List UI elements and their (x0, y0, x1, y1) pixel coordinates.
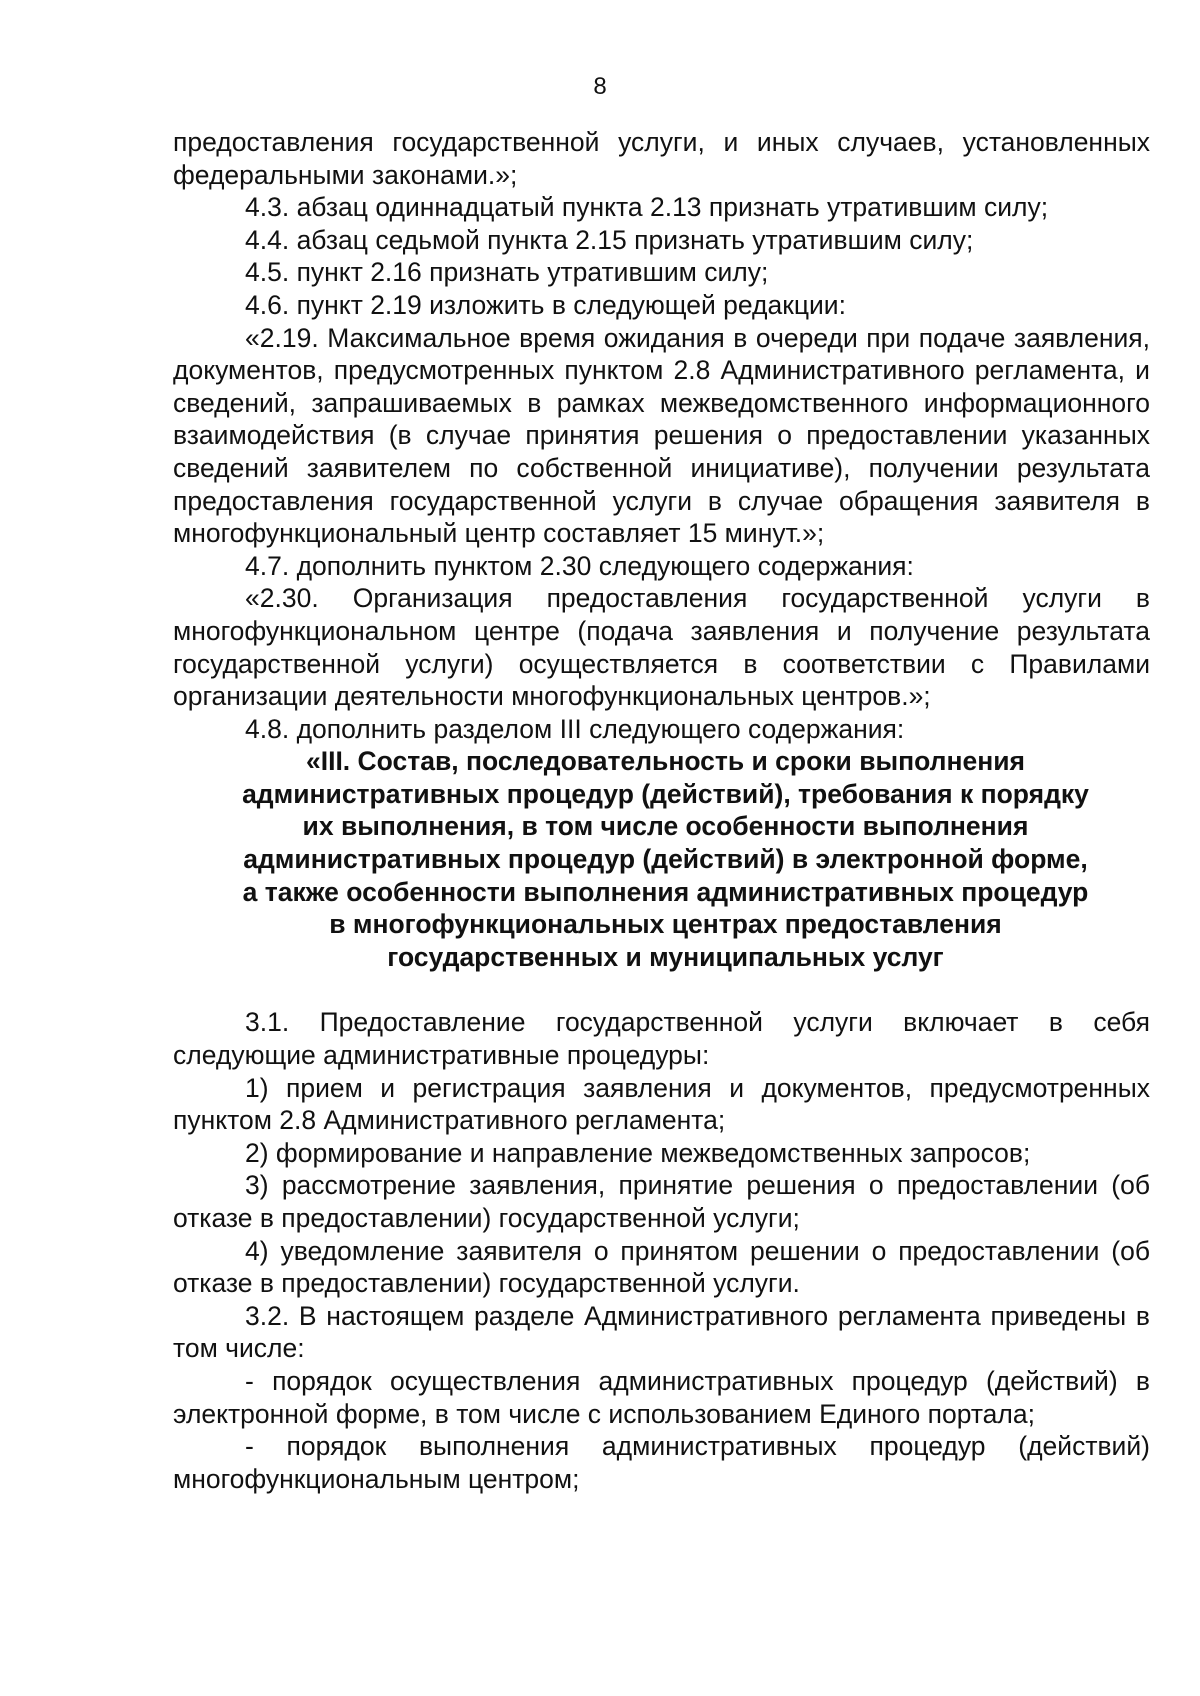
paragraphs-before-heading (173, 126, 1150, 745)
paragraph: 4.4. абзац седьмой пункта 2.15 признать утратившим силу; (245, 224, 974, 255)
section-heading-line: в многофункциональных центрах предоставления (329, 909, 1002, 940)
section-heading-line: а также особенности выполнения административных процедур (242, 876, 1089, 907)
paragraph: 1) прием и регистрация заявления и документов, предусмотренных пунктом 2.8 Административного регламента; (173, 1072, 1150, 1136)
paragraph: «2.19. Максимальное время ожидания в очереди при подаче заявления, документов, предусмотренных пунктом 2.8 Административного регламента, и сведений, запрашиваемых в рамках межведомственного информационного взаимодействия (в случае принятия решения о предоставлении указанных сведений заявителем по собственной инициативе), получении результата предоставления государственной услуги в случае обращения заявителя в многофункциональный центр составляет 15 минут.»; (173, 322, 1150, 549)
paragraph: 3) рассмотрение заявления, принятие решения о предоставлении (об отказе в предоставлении) государственной услуги; (173, 1170, 1150, 1233)
page-number: 8 (593, 73, 607, 100)
paragraph: 4.3. абзац одиннадцатый пункта 2.13 признать утратившим силу; (245, 192, 1049, 223)
section-heading-line: «III. Состав, последовательность и сроки выполнения (305, 746, 1026, 777)
paragraph: предоставления государственной услуги, и иных случаев, установленных федеральными законами.»; (173, 127, 1150, 190)
paragraph: 3.2. В настоящем разделе Административного регламента приведены в том числе: (173, 1300, 1150, 1364)
paragraph: 4.5. пункт 2.16 признать утратившим силу; (245, 257, 769, 288)
paragraphs-after-heading (173, 1006, 1150, 1495)
paragraph: «2.30. Организация предоставления государственной услуги в многофункциональном центре (подача заявления и получение результата государственной услуги) осуществляется в соответствии с Правилами организации деятельности многофункциональных центров.»; (173, 583, 1150, 712)
paragraph: 4.8. дополнить разделом III следующего содержания: (245, 713, 905, 744)
paragraph: - порядок осуществления административных процедур (действий) в электронной форме, в том числе с использованием Единого портала; (173, 1365, 1150, 1429)
document-body (173, 126, 1150, 1495)
paragraph: 3.1. Предоставление государственной услуги включает в себя следующие административные процедуры: (173, 1007, 1150, 1071)
paragraph: 4.6. пункт 2.19 изложить в следующей редакции: (245, 289, 846, 320)
paragraph: 4.7. дополнить пунктом 2.30 следующего содержания: (245, 550, 914, 581)
paragraph: 2) формирование и направление межведомственных запросов; (245, 1137, 1031, 1168)
section-heading-line: их выполнения, в том числе особенности выполнения (302, 811, 1029, 842)
section-heading-line: административных процедур (действий) в электронной форме, (243, 844, 1088, 875)
section-heading-line: государственных и муниципальных услуг (387, 941, 944, 972)
paragraph: - порядок выполнения административных процедур (действий) многофункциональным центром; (173, 1431, 1150, 1494)
paragraph: 4) уведомление заявителя о принятом решении о предоставлении (об отказе в предоставлении) государственной услуги. (173, 1235, 1150, 1299)
section-heading-line: административных процедур (действий), требования к порядку (242, 778, 1089, 809)
section-heading (173, 745, 1150, 973)
